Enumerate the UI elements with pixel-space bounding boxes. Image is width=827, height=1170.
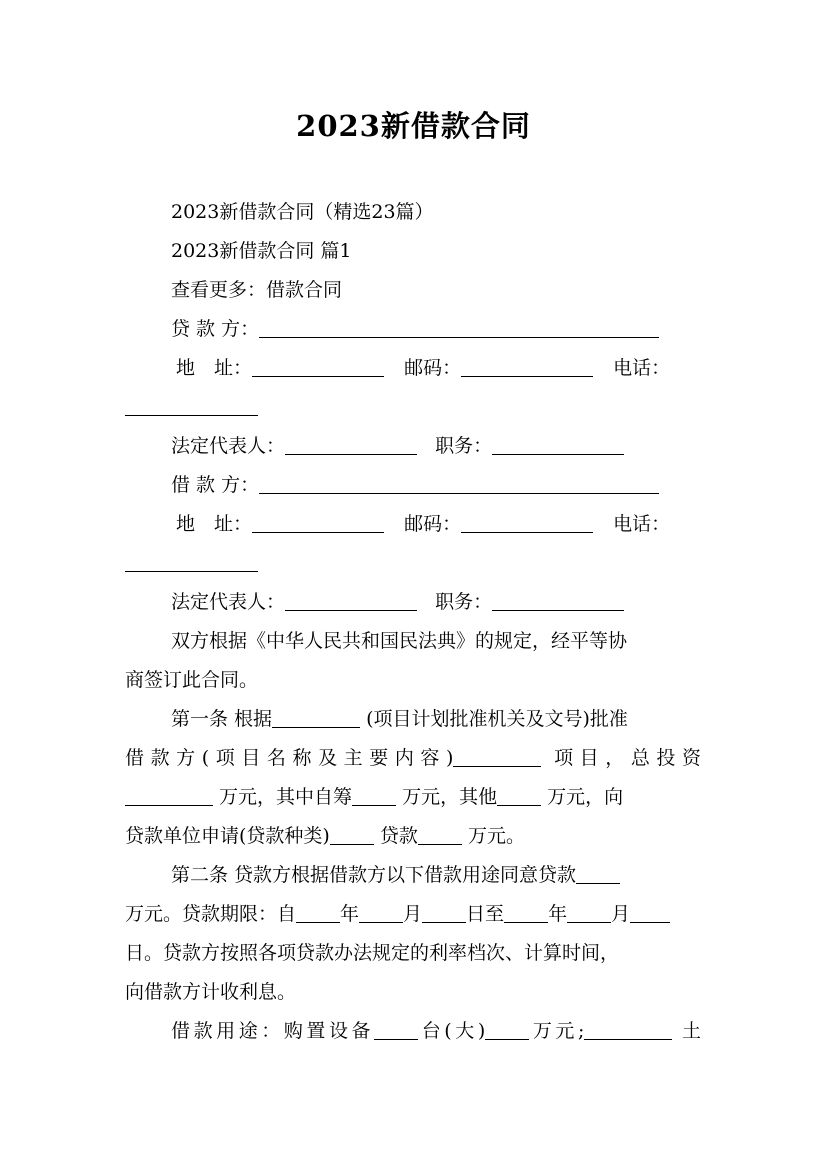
day-to-label: 日至: [466, 903, 505, 925]
intro-line-1: 双方根据《中华人民共和国民法典》的规定，经平等协: [171, 630, 628, 652]
borrower-row: [171, 473, 659, 497]
lender-rep-label: 法定代表人：: [171, 435, 286, 457]
self-fund-field[interactable]: [352, 785, 396, 806]
end-year-field[interactable]: [504, 902, 548, 923]
usage-text: 万元;: [529, 1020, 585, 1042]
more-link[interactable]: 查看更多：借款合同: [171, 279, 343, 301]
year-label: 年: [340, 903, 360, 925]
other-fund-field[interactable]: [497, 785, 541, 806]
lender-phone-field[interactable]: [125, 395, 258, 416]
borrower-phone-field[interactable]: [125, 551, 258, 572]
article-1-text: 贷款单位申请(贷款种类): [125, 825, 330, 847]
total-invest-field[interactable]: [125, 785, 213, 806]
borrower-duty-label: 职务：: [435, 591, 493, 613]
usage-text: 借款用途：购置设备: [171, 1020, 375, 1042]
article-2-text: 第二条 贷款方根据借款方以下借款用途同意贷款: [171, 864, 577, 886]
end-month-field[interactable]: [567, 902, 611, 923]
article-2-line-2: [125, 902, 670, 926]
lender-address-field[interactable]: [252, 356, 384, 377]
borrower-rep-field[interactable]: [285, 590, 417, 611]
article-1-line-1: [171, 707, 628, 731]
subtitle: 2023新借款合同（精选23篇）: [171, 201, 434, 223]
agreed-amount-field[interactable]: [576, 863, 620, 884]
borrower-name-field[interactable]: [259, 473, 659, 494]
month-label: 月: [403, 903, 423, 925]
article-1-text: 万元，向: [547, 786, 624, 808]
lender-rep-field[interactable]: [285, 434, 417, 455]
article-2-line-3: 日。贷款方按照各项贷款办法规定的利率档次、计算时间，: [125, 942, 620, 964]
article-2-line-1: [171, 863, 620, 887]
year-label: 年: [548, 903, 568, 925]
equipment-count-field[interactable]: [374, 1019, 418, 1040]
approval-field[interactable]: [272, 707, 360, 728]
article-1-line-3: [125, 785, 623, 809]
article-1-text: 第一条 根据: [171, 708, 273, 730]
part-heading: 2023新借款合同 篇1: [171, 240, 352, 262]
intro-line-2: 商签订此合同。: [125, 669, 259, 691]
article-1-text: (项目计划批准机关及文号)批准: [366, 708, 628, 730]
borrower-duty-field[interactable]: [492, 590, 624, 611]
article-1-text: 万元，其中自筹: [219, 786, 353, 808]
equipment-cost-field[interactable]: [485, 1019, 529, 1040]
borrower-rep-row: [171, 590, 624, 614]
article-2-line-4: 向借款方计收利息。: [125, 981, 297, 1003]
borrower-rep-label: 法定代表人：: [171, 591, 286, 613]
lender-address-label: 地 址：: [176, 357, 253, 379]
article-1-text: 万元。: [467, 825, 525, 847]
lender-row: [171, 317, 659, 341]
borrower-postcode-label: 邮码：: [404, 513, 462, 535]
borrower-phone-label: 电话：: [613, 513, 671, 535]
usage-text: 台(大): [418, 1020, 486, 1042]
loan-type-field[interactable]: [330, 824, 374, 845]
borrower-address-field[interactable]: [252, 512, 384, 533]
loan-amount-field[interactable]: [418, 824, 462, 845]
borrower-label: 借 款 方：: [171, 474, 260, 496]
lender-name-field[interactable]: [259, 317, 659, 338]
lender-contact-row: [176, 356, 670, 380]
article-1-line-2: [125, 746, 701, 770]
month-label: 月: [611, 903, 631, 925]
start-year-field[interactable]: [296, 902, 340, 923]
usage-text: 土: [682, 1020, 702, 1042]
article-1-text: 万元，其他: [402, 786, 498, 808]
lender-rep-row: [171, 434, 624, 458]
lender-duty-field[interactable]: [492, 434, 624, 455]
article-1-text: 借款方(项目名称及主要内容): [125, 747, 454, 769]
document-title: 2023新借款合同: [296, 109, 531, 143]
lender-phone-label: 电话：: [613, 357, 671, 379]
borrower-postcode-field[interactable]: [461, 512, 593, 533]
article-2-text: 万元。贷款期限：自: [125, 903, 297, 925]
article-1-line-4: [125, 824, 525, 848]
lender-postcode-label: 邮码：: [404, 357, 462, 379]
borrower-contact-row: [176, 512, 670, 536]
lender-postcode-field[interactable]: [461, 356, 593, 377]
end-day-field[interactable]: [630, 902, 670, 923]
article-1-text: 项目，总投资: [554, 747, 701, 769]
usage-line: [171, 1019, 701, 1043]
lender-duty-label: 职务：: [435, 435, 493, 457]
project-field[interactable]: [453, 746, 541, 767]
borrower-address-label: 地 址：: [176, 513, 253, 535]
start-day-field[interactable]: [422, 902, 466, 923]
other-usage-field[interactable]: [584, 1019, 672, 1040]
article-1-text: 贷款: [379, 825, 418, 847]
lender-label: 贷 款 方：: [171, 318, 260, 340]
start-month-field[interactable]: [359, 902, 403, 923]
